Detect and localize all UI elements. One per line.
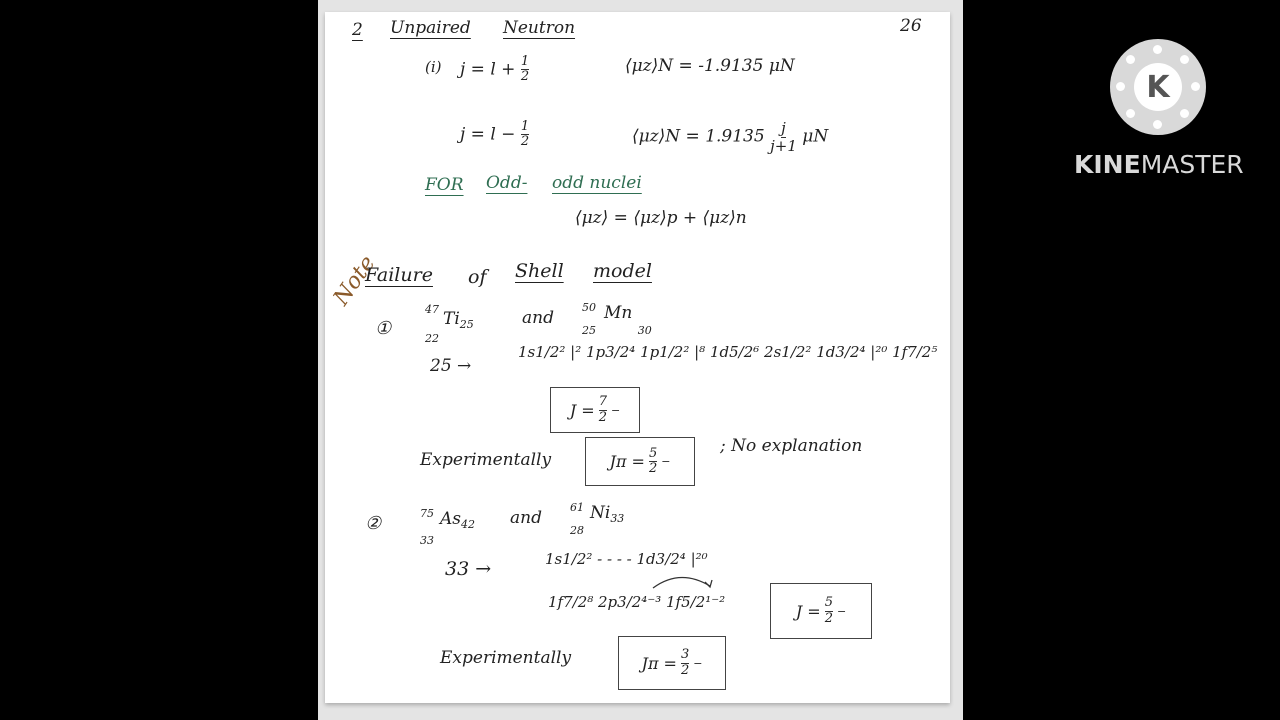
nucleon-count-2: 33 → <box>445 558 492 580</box>
logo-letter: K <box>1134 63 1182 111</box>
heading-neutron: Neutron <box>503 18 576 38</box>
nucleon-count-1: 25 → <box>430 356 472 376</box>
mu-equation-1: ⟨μz⟩N = -1.9135 μN <box>625 56 795 76</box>
heading-of: of <box>468 266 487 288</box>
heading-for: FOR <box>425 175 464 195</box>
transition-arrow-icon <box>650 572 715 592</box>
heading-shell: Shell <box>515 260 564 282</box>
nuclide-ti: $^{47}_{22}Ti_{25}$ <box>425 303 474 346</box>
note-annotation: Note <box>328 251 381 311</box>
and-2: and <box>510 508 542 528</box>
and-1: and <box>522 308 554 328</box>
shell-configuration-2b: 1f7/2⁸ 2p3/2⁴⁻³ 1f5/2¹⁻² <box>548 593 726 611</box>
nuclide-as: $^{75}_{33}As_{42}$ <box>420 507 476 548</box>
experimental-spin-box-2: Jπ = $\frac{3}{2}$ − <box>618 636 726 690</box>
kinemaster-watermark: KINEMASTER <box>1074 150 1244 179</box>
page-number: 26 <box>900 16 922 36</box>
experimental-spin-box-1: Jπ = $\frac{5}{2}$ − <box>585 437 695 486</box>
case-label: (i) <box>425 58 442 76</box>
nuclide-mn: $^{50}_{25}$Mn $_{30}$ <box>582 301 652 338</box>
kinemaster-logo-icon <box>1110 39 1206 135</box>
heading-failure: Failure <box>365 264 433 286</box>
odd-odd-formula: ⟨μz⟩ = ⟨μz⟩p + ⟨μz⟩n <box>575 208 747 228</box>
predicted-spin-box-1: J = $\frac{7}{2}$ − <box>550 387 640 433</box>
section-number: 2 <box>352 20 363 40</box>
no-explanation-note: ; No explanation <box>720 436 863 456</box>
shell-configuration-1: 1s1/2² |² 1p3/2⁴ 1p1/2² |⁸ 1d5/2⁶ 2s1/2² 1d3/2⁴ |²⁰ 1f7/2⁵ <box>518 343 938 361</box>
heading-odd-nuclei: odd nuclei <box>552 173 642 193</box>
experimentally-label-1: Experimentally <box>420 450 552 470</box>
heading-odd: Odd- <box>486 173 528 193</box>
example-2-number: ② <box>365 513 382 534</box>
experimentally-label-2: Experimentally <box>440 648 572 668</box>
example-1-number: ① <box>375 318 392 339</box>
nuclide-ni: $^{61}_{28}Ni_{33}$ <box>570 501 625 538</box>
shell-configuration-2a: 1s1/2² - - - - 1d3/2⁴ |²⁰ <box>545 550 708 568</box>
mu-equation-2: ⟨μz⟩N = 1.9135 $\frac{j}{j+1}$ μN <box>632 119 829 155</box>
heading-model: model <box>593 260 652 282</box>
j-equation-1: j = l + $\frac{1}{2}$ <box>460 54 530 85</box>
predicted-spin-box-2: J = $\frac{5}{2}$ − <box>770 583 872 639</box>
j-equation-2: j = l − $\frac{1}{2}$ <box>460 119 530 150</box>
heading-unpaired: Unpaired <box>390 18 471 38</box>
